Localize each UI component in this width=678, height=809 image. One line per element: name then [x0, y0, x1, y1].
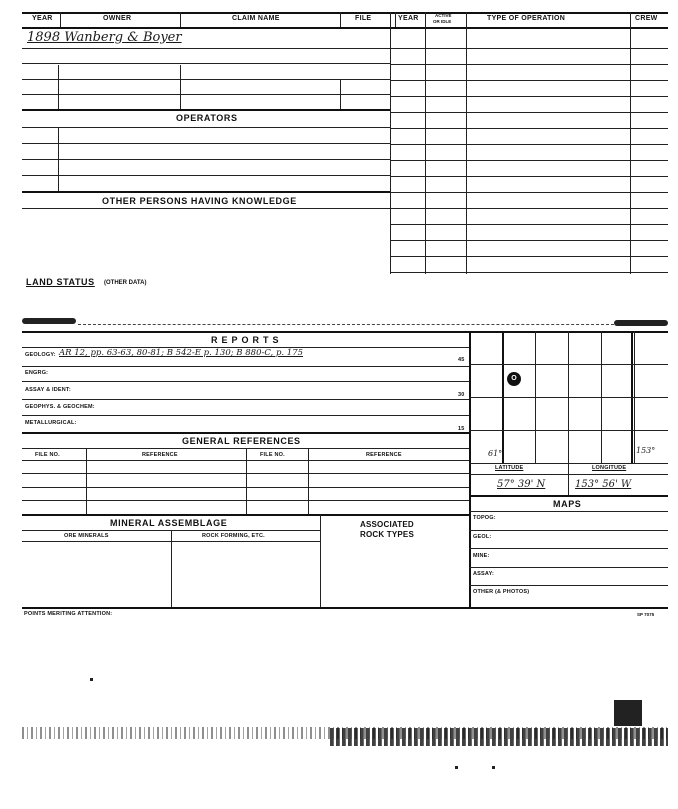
general-refs-title: GENERAL REFERENCES: [182, 436, 301, 446]
points-meriting-label: POINTS MERITING ATTENTION:: [24, 611, 113, 617]
longitude-value: 153° 56' W: [575, 479, 632, 490]
file-no-2: FILE NO.: [260, 452, 285, 458]
header-year: YEAR: [32, 15, 53, 22]
land-status-sub: (OTHER DATA): [104, 280, 147, 286]
header-crew: CREW: [635, 15, 658, 22]
maps-title: MAPS: [553, 499, 582, 509]
header-file: FILE: [355, 15, 372, 22]
report-num-30: 30: [458, 392, 465, 398]
geology-value: AR 12, pp. 63-63, 80-81; B 542-E p. 130; B 880-C, p. 175: [59, 348, 304, 358]
operators-label: OPERATORS: [176, 113, 238, 123]
header-owner: OWNER: [103, 15, 132, 22]
assoc-rock-2: ROCK TYPES: [360, 530, 415, 539]
other-persons-label: OTHER PERSONS HAVING KNOWLEDGE: [102, 196, 297, 206]
geology-label: GEOLOGY:: [25, 352, 56, 358]
other-photos-label: OTHER (& PHOTOS): [473, 589, 530, 595]
metallurgical-label: METALLURGICAL:: [25, 420, 77, 426]
reference-2: REFERENCE: [366, 452, 402, 458]
longitude-label: LONGITUDE: [592, 465, 627, 471]
engrg-label: ENGRG:: [25, 370, 49, 376]
header-year-2: YEAR: [398, 15, 419, 22]
location-marker-label: O: [511, 375, 517, 382]
header-claim-name: CLAIM NAME: [232, 15, 280, 22]
geophys-label: GEOPHYS. & GEOCHEM:: [25, 404, 95, 410]
mine-label: MINE:: [473, 553, 490, 559]
reference-1: REFERENCE: [142, 452, 178, 458]
geol-label: GEOL:: [473, 534, 492, 540]
owner-entry: 1898 Wanberg & Boyer: [27, 30, 182, 45]
lon-corner: 153°: [636, 446, 656, 455]
smudge-left: [22, 318, 76, 324]
smudge-right: [614, 320, 668, 326]
topog-label: TOPOG:: [473, 515, 496, 521]
latitude-value: 57° 39' N: [497, 479, 546, 490]
file-no-1: FILE NO.: [35, 452, 60, 458]
report-num-15: 15: [458, 426, 465, 432]
report-num-45: 45: [458, 357, 465, 363]
rock-forming-label: ROCK FORMING, ETC.: [202, 533, 265, 539]
assay-map-label: ASSAY:: [473, 571, 495, 577]
mineral-title: MINERAL ASSEMBLAGE: [110, 518, 228, 528]
header-type-of-operation: TYPE OF OPERATION: [487, 15, 566, 22]
assoc-rock-1: ASSOCIATED: [360, 520, 414, 529]
latitude-label: LATITUDE: [495, 465, 524, 471]
lat-corner: 61°: [488, 449, 503, 458]
ore-minerals-label: ORE MINERALS: [64, 533, 109, 539]
land-status-label: LAND STATUS: [26, 277, 95, 287]
header-active: ACTIVE: [435, 13, 452, 18]
header-or-idle: OR IDLE: [433, 19, 452, 24]
assay-ident-label: ASSAY & IDENT:: [25, 387, 71, 393]
reports-title: REPORTS: [211, 335, 283, 345]
form-code: SP 7075: [637, 612, 655, 617]
